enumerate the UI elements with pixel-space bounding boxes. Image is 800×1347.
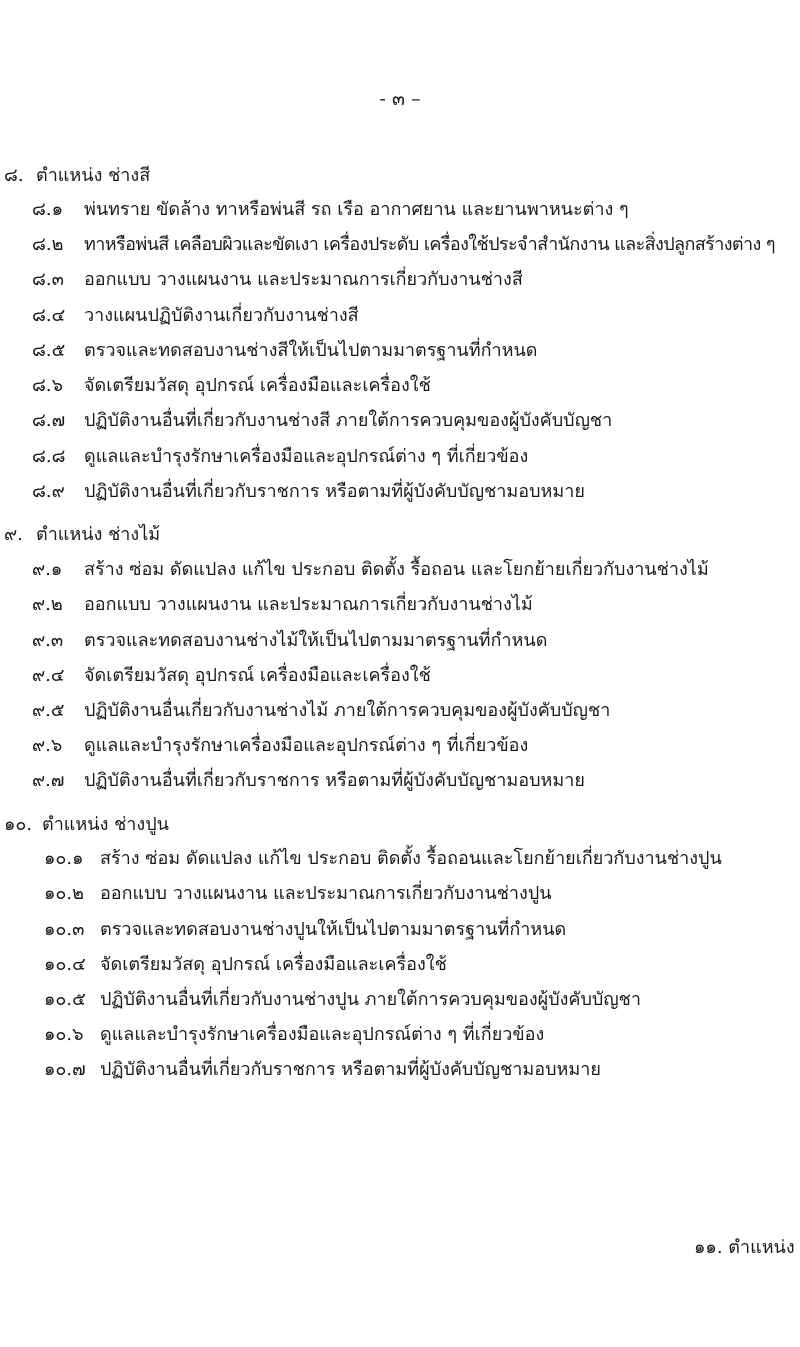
item-number: ๙.๓ [32,630,64,651]
item-text: พ่นทราย ขัดล้าง ทาหรือพ่นสี รถ เรือ อากาศยาน และยานพาหนะต่าง ๆ [84,199,629,220]
list-item [32,304,359,328]
item-text: ปฏิบัติงานอื่นเกี่ยวกับงานช่างไม้ ภายใต้การควบคุมของผู้บังคับบัญชา [84,700,611,721]
section-title: ตำแหน่ง ช่างปูน [42,814,169,835]
item-number: ๘.๓ [32,269,64,290]
item-text: ตรวจและทดสอบงานช่างปูนให้เป็นไปตามมาตรฐานที่กำหนด [100,919,567,940]
list-item [32,198,629,222]
list-item [32,374,431,398]
list-item [32,734,528,758]
list-item [32,558,709,582]
item-number: ๘.๖ [32,375,64,396]
item-number: ๑๐.๕ [44,989,86,1010]
item-number: ๘.๗ [32,410,66,431]
list-item [44,882,552,906]
page-number: - ๓ – [379,88,421,110]
list-item [32,480,585,504]
section-number: ๙. [4,524,23,545]
item-text: จัดเตรียมวัสดุ อุปกรณ์ เครื่องมือและเครื่องใช้ [100,954,447,975]
list-item [44,953,447,977]
item-number: ๘.๔ [32,305,66,326]
item-number: ๙.๑ [32,559,63,580]
item-text: ตรวจและทดสอบงานช่างสีให้เป็นไปตามมาตรฐานที่กำหนด [84,340,538,361]
section-title: ตำแหน่ง ช่างไม้ [36,524,161,545]
section-title: ตำแหน่ง ช่างสี [36,165,151,186]
section-number: ๑๐. [4,814,33,835]
item-text: ปฏิบัติงานอื่นที่เกี่ยวกับราชการ หรือตามที่ผู้บังคับบัญชามอบหมาย [84,770,585,791]
section-heading-9 [4,523,160,547]
item-number: ๑๐.๔ [44,954,86,975]
list-item [44,1058,601,1082]
list-item [32,445,528,469]
item-number: ๘.๘ [32,446,66,467]
list-item [32,664,431,688]
list-item [32,769,585,793]
item-number: ๑๐.๖ [44,1024,84,1045]
list-item [44,988,641,1012]
item-text: ปฏิบัติงานอื่นที่เกี่ยวกับงานช่างปูน ภายใต้การควบคุมของผู้บังคับบัญชา [100,989,641,1010]
item-text: ดูแลและบำรุงรักษาเครื่องมือและอุปกรณ์ต่าง ๆ ที่เกี่ยวข้อง [84,735,529,756]
list-item [44,918,566,942]
list-item [32,268,523,292]
item-text: สร้าง ซ่อม ดัดแปลง แก้ไข ประกอบ ติดตั้ง รื้อถอนและโยกย้ายเกี่ยวกับงานช่างปูน [100,848,722,869]
list-item [44,847,722,871]
item-text: สร้าง ซ่อม ดัดแปลง แก้ไข ประกอบ ติดตั้ง รื้อถอน และโยกย้ายเกี่ยวกับงานช่างไม้ [84,559,709,580]
section-heading-10 [4,813,169,837]
item-number: ๘.๙ [32,481,65,502]
item-text: จัดเตรียมวัสดุ อุปกรณ์ เครื่องมือและเครื่องใช้ [84,375,431,396]
item-text: ปฏิบัติงานอื่นที่เกี่ยวกับราชการ หรือตามที่ผู้บังคับบัญชามอบหมาย [100,1059,601,1080]
item-text: ออกแบบ วางแผนงาน และประมาณการเกี่ยวกับงานช่างสี [84,269,523,290]
item-number: ๘.๒ [32,234,64,255]
item-number: ๙.๒ [32,594,63,615]
section-number: ๘. [4,165,24,186]
item-number: ๑๐.๓ [44,919,85,940]
item-text: ดูแลและบำรุงรักษาเครื่องมือและอุปกรณ์ต่าง ๆ ที่เกี่ยวข้อง [84,446,529,467]
item-number: ๑๐.๑ [44,848,84,869]
item-number: ๑๐.๗ [44,1059,86,1080]
item-number: ๙.๖ [32,735,63,756]
item-number: ๙.๗ [32,770,65,791]
item-text: ปฏิบัติงานอื่นที่เกี่ยวกับงานช่างสี ภายใต้การควบคุมของผู้บังคับบัญชา [84,410,613,431]
item-number: ๙.๔ [32,665,65,686]
continuation-heading: ๑๑. ตำแหน่ง [694,1237,795,1258]
item-text: ทาหรือพ่นสี เคลือบผิวและขัดเงา เครื่องประดับ เครื่องใช้ประจำสำนักงาน และสิ่งปลูกสร้างต่าง ๆ [84,234,775,255]
item-text: ตรวจและทดสอบงานช่างไม้ให้เป็นไปตามมาตรฐานที่กำหนด [84,630,548,651]
item-number: ๘.๑ [32,199,64,220]
list-item [32,629,547,653]
list-item [32,699,610,723]
item-number: ๙.๕ [32,700,65,721]
list-item [32,233,775,257]
item-text: ออกแบบ วางแผนงาน และประมาณการเกี่ยวกับงานช่างปูน [100,883,552,904]
section-heading-8 [4,164,150,188]
item-number: ๑๐.๒ [44,883,84,904]
list-item [32,409,612,433]
item-text: ออกแบบ วางแผนงาน และประมาณการเกี่ยวกับงานช่างไม้ [84,594,533,615]
list-item [44,1023,544,1047]
list-item [32,339,537,363]
item-number: ๘.๕ [32,340,66,361]
item-text: ปฏิบัติงานอื่นที่เกี่ยวกับราชการ หรือตามที่ผู้บังคับบัญชามอบหมาย [84,481,585,502]
item-text: วางแผนปฏิบัติงานเกี่ยวกับงานช่างสี [84,305,359,326]
list-item [32,593,533,617]
item-text: จัดเตรียมวัสดุ อุปกรณ์ เครื่องมือและเครื่องใช้ [84,665,431,686]
item-text: ดูแลและบำรุงรักษาเครื่องมือและอุปกรณ์ต่าง ๆ ที่เกี่ยวข้อง [100,1024,545,1045]
